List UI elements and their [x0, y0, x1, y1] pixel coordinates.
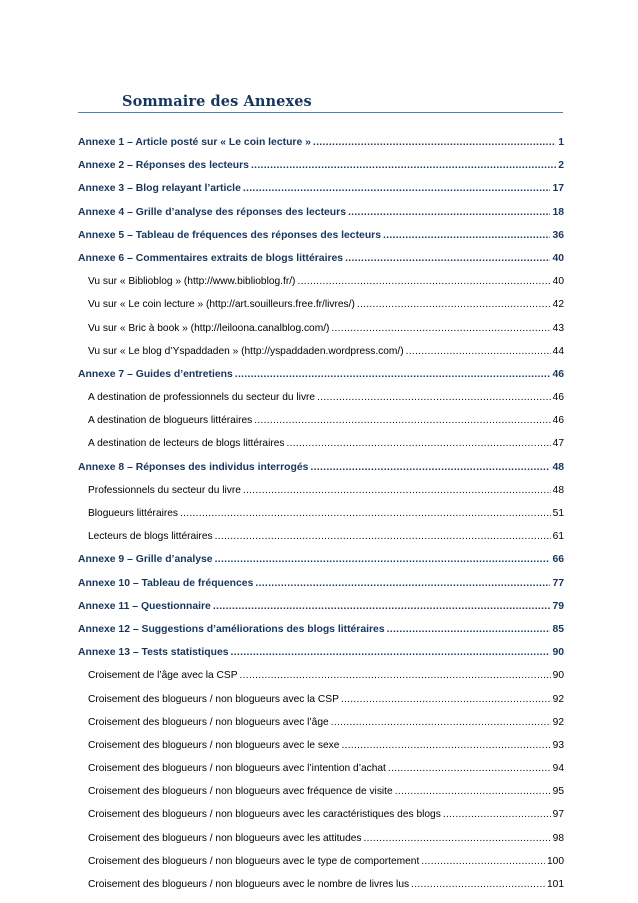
toc-subentry[interactable]	[78, 438, 564, 461]
dot-leader	[331, 323, 550, 334]
toc-page-number: 43	[552, 322, 564, 334]
dot-leader	[213, 601, 551, 612]
table-of-contents	[78, 137, 564, 902]
dot-leader	[383, 230, 550, 241]
toc-entry[interactable]	[78, 253, 564, 276]
toc-subentry[interactable]	[78, 694, 564, 717]
toc-entry-label: A destination de professionnels du secteur du livre	[88, 392, 316, 404]
toc-subentry[interactable]	[78, 809, 564, 832]
toc-entry-label: Croisement des blogueurs / non blogueurs avec les attitudes	[88, 832, 362, 844]
toc-page-number: 17	[552, 183, 564, 195]
toc-subentry[interactable]	[78, 392, 564, 415]
dot-leader	[331, 717, 551, 728]
toc-subentry[interactable]	[78, 786, 564, 809]
toc-entry-label: Blogueurs littéraires	[88, 508, 179, 519]
toc-entry-label: Vu sur « Le coin lecture » (http://art.souilleurs.free.fr/livres/)	[88, 299, 355, 311]
toc-entry-label: Croisement des blogueurs / non blogueurs avec fréquence de visite	[88, 786, 393, 798]
toc-page-number: 47	[552, 438, 564, 450]
dot-leader	[235, 369, 551, 380]
toc-entry-label: Croisement des blogueurs / non blogueurs avec le sexe	[88, 739, 340, 751]
dot-leader	[297, 276, 550, 287]
toc-page-number: 93	[552, 739, 564, 751]
toc-subentry[interactable]	[78, 276, 564, 299]
toc-entry[interactable]	[78, 601, 564, 624]
dot-leader	[345, 253, 550, 264]
toc-entry-label: Annexe 1 – Article posté sur « Le coin lecture »	[78, 137, 311, 148]
toc-subentry[interactable]	[78, 879, 564, 902]
toc-entry-label: A destination de lecteurs de blogs littéraires	[88, 438, 285, 450]
toc-entry[interactable]	[78, 462, 564, 485]
toc-entry[interactable]	[78, 137, 564, 160]
toc-page-number: 98	[552, 832, 564, 844]
toc-page-number: 2	[558, 160, 564, 172]
toc-entry-label: Annexe 7 – Guides d’entretiens	[78, 368, 233, 380]
toc-subentry[interactable]	[78, 299, 564, 322]
toc-page-number: 48	[552, 461, 564, 473]
toc-entry-label: Annexe 11 – Questionnaire	[78, 600, 211, 612]
dot-leader	[443, 809, 551, 820]
dot-leader	[313, 137, 556, 148]
dot-leader	[215, 554, 551, 565]
toc-page-number: 40	[552, 276, 564, 288]
toc-entry-label: Croisement des blogueurs / non blogueurs avec l’âge	[88, 716, 329, 728]
dot-leader	[364, 833, 551, 844]
toc-page-number: 48	[552, 484, 564, 496]
toc-page-number: 46	[552, 392, 564, 404]
toc-entry[interactable]	[78, 554, 564, 577]
toc-page-number: 61	[552, 531, 564, 543]
title-underline	[78, 112, 563, 113]
toc-entry[interactable]	[78, 647, 564, 670]
toc-entry-label: Croisement des blogueurs / non blogueurs avec l’intention d’achat	[88, 763, 386, 775]
toc-subentry[interactable]	[78, 717, 564, 740]
dot-leader	[411, 879, 545, 890]
dot-leader	[254, 415, 550, 426]
toc-entry-label: Annexe 13 – Tests statistiques	[78, 647, 229, 659]
toc-entry-label: Annexe 3 – Blog relayant l’article	[78, 183, 241, 195]
toc-entry-label: Annexe 9 – Grille d’analyse	[78, 554, 213, 566]
dot-leader	[240, 670, 551, 681]
toc-subentry[interactable]	[78, 833, 564, 856]
toc-entry-label: Annexe 5 – Tableau de fréquences des réponses des lecteurs	[78, 229, 381, 241]
toc-entry[interactable]	[78, 624, 564, 647]
toc-subentry[interactable]	[78, 740, 564, 763]
toc-subentry[interactable]	[78, 763, 564, 786]
dot-leader	[387, 624, 551, 635]
toc-entry[interactable]	[78, 369, 564, 392]
toc-subentry[interactable]	[78, 346, 564, 369]
toc-page-number: 92	[552, 716, 564, 728]
dot-leader	[348, 207, 550, 218]
dot-leader	[388, 763, 551, 774]
toc-page-number: 85	[552, 623, 564, 635]
toc-page-number: 97	[552, 809, 564, 821]
toc-subentry[interactable]	[78, 485, 564, 508]
toc-subentry[interactable]	[78, 856, 564, 879]
toc-entry-label: Annexe 12 – Suggestions d’améliorations des blogs littéraires	[78, 623, 385, 635]
dot-leader	[180, 508, 551, 519]
toc-subentry[interactable]	[78, 323, 564, 346]
toc-page-number: 79	[552, 600, 564, 612]
page-title: Sommaire des Annexes	[122, 93, 312, 110]
toc-page-number: 51	[552, 508, 564, 519]
dot-leader	[215, 531, 551, 542]
toc-page-number: 90	[552, 670, 564, 682]
toc-entry-label: Croisement des blogueurs / non blogueurs avec la CSP	[88, 693, 339, 705]
toc-entry[interactable]	[78, 160, 564, 183]
toc-entry-label: Professionnels du secteur du livre	[88, 484, 241, 496]
toc-entry[interactable]	[78, 207, 564, 230]
dot-leader	[341, 740, 550, 751]
toc-entry-label: Vu sur « Bric à book » (http://leiloona.canalblog.com/)	[88, 322, 330, 334]
dot-leader	[255, 578, 550, 589]
toc-page-number: 77	[552, 577, 564, 589]
dot-leader	[243, 485, 551, 496]
toc-page-number: 40	[552, 252, 564, 264]
toc-entry[interactable]	[78, 578, 564, 601]
dot-leader	[317, 392, 551, 403]
toc-entry-label: Croisement des blogueurs / non blogueurs avec le nombre de livres lus	[88, 879, 410, 890]
dot-leader	[287, 438, 551, 449]
toc-page-number: 46	[552, 415, 564, 427]
toc-entry-label: Vu sur « Le blog d’Yspaddaden » (http://yspaddaden.wordpress.com/)	[88, 345, 404, 357]
dot-leader	[231, 647, 551, 658]
toc-page-number: 36	[552, 229, 564, 241]
toc-entry-label: Croisement des blogueurs / non blogueurs avec les caractéristiques des blogs	[88, 809, 441, 821]
toc-subentry[interactable]	[78, 531, 564, 554]
dot-leader	[357, 299, 551, 310]
toc-subentry[interactable]	[78, 670, 564, 693]
toc-page-number: 18	[552, 206, 564, 218]
toc-entry[interactable]	[78, 183, 564, 206]
toc-subentry[interactable]	[78, 415, 564, 438]
toc-entry-label: A destination de blogueurs littéraires	[88, 415, 253, 427]
toc-entry[interactable]	[78, 230, 564, 253]
toc-entry-label: Annexe 4 – Grille d’analyse des réponses des lecteurs	[78, 206, 346, 218]
dot-leader	[243, 183, 551, 194]
toc-entry-label: Annexe 10 – Tableau de fréquences	[78, 577, 254, 589]
dot-leader	[421, 856, 545, 867]
toc-page-number: 46	[552, 368, 564, 380]
toc-page-number: 92	[552, 693, 564, 705]
toc-entry-label: Lecteurs de blogs littéraires	[88, 531, 213, 543]
dot-leader	[310, 462, 550, 473]
dot-leader	[406, 346, 551, 357]
toc-entry-label: Annexe 8 – Réponses des individus interrogés	[78, 461, 309, 473]
toc-page-number: 42	[552, 299, 564, 311]
toc-entry-label: Croisement des blogueurs / non blogueurs avec le type de comportement	[88, 855, 420, 867]
toc-entry-label: Annexe 6 – Commentaires extraits de blogs littéraires	[78, 252, 344, 264]
toc-page-number: 101	[547, 879, 564, 890]
toc-subentry[interactable]	[78, 508, 564, 531]
toc-page-number: 95	[552, 786, 564, 798]
toc-page-number: 44	[552, 345, 564, 357]
dot-leader	[251, 160, 556, 171]
toc-entry-label: Vu sur « Biblioblog » (http://www.biblioblog.fr/)	[88, 276, 296, 288]
toc-entry-label: Annexe 2 – Réponses des lecteurs	[78, 160, 249, 172]
dot-leader	[395, 786, 551, 797]
toc-page-number: 100	[547, 855, 564, 867]
toc-page-number: 90	[552, 647, 564, 659]
toc-page-number: 94	[552, 763, 564, 775]
toc-page-number: 1	[558, 137, 564, 148]
toc-entry-label: Croisement de l’âge avec la CSP	[88, 670, 238, 682]
toc-page-number: 66	[552, 554, 564, 566]
dot-leader	[341, 694, 551, 705]
